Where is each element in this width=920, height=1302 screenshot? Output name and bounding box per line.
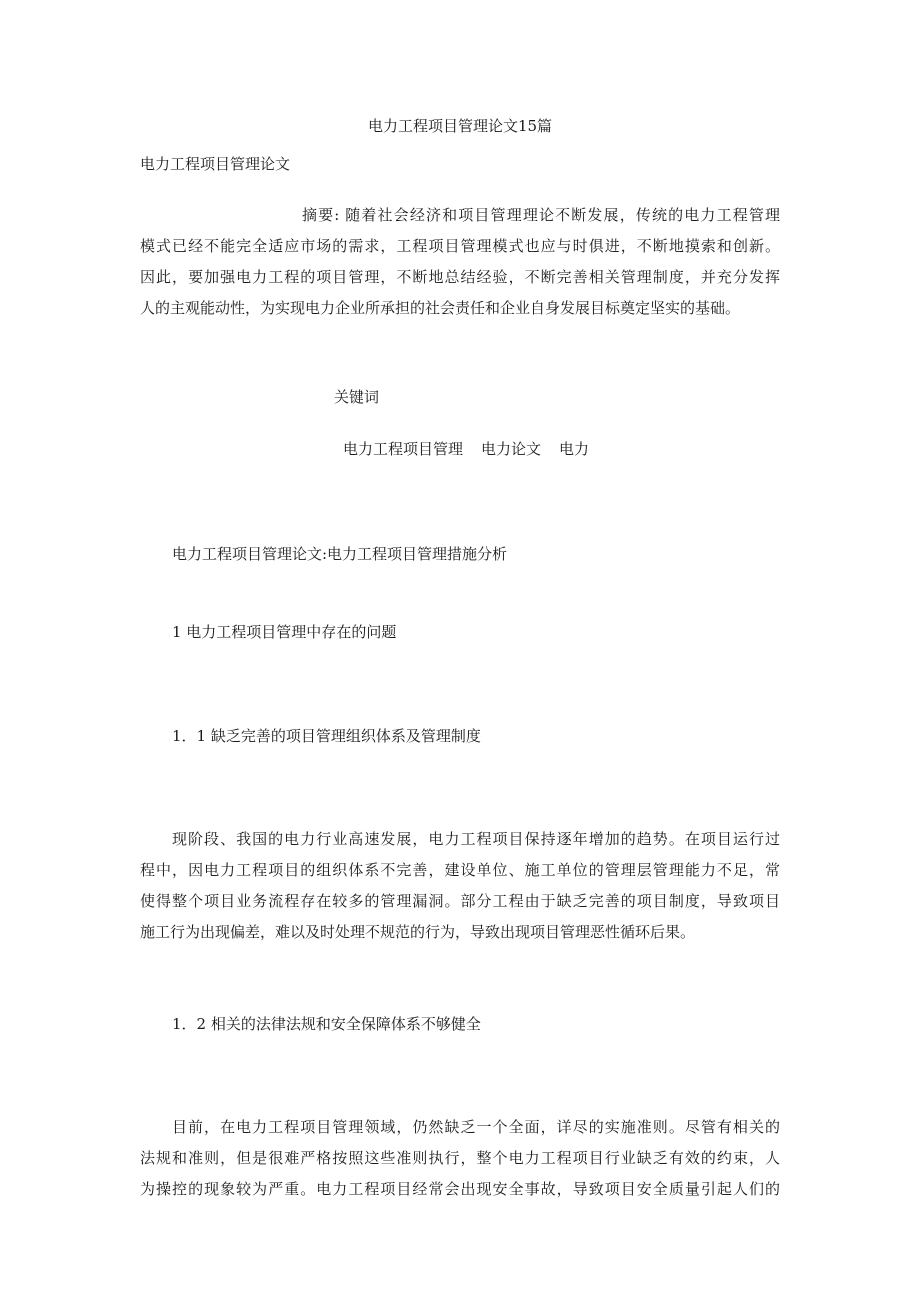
- abstract-line: 模式已经不能完全适应市场的需求，工程项目管理模式也应与时俱进，不断地摸索和创新。: [140, 237, 780, 255]
- keyword: 电力工程项目管理: [343, 440, 464, 458]
- abstract-line: 人的主观能动性，为实现电力企业所承担的社会责任和企业自身发展目标奠定坚实的基础。: [140, 299, 741, 317]
- body-paragraph: [140, 1117, 780, 1210]
- paragraph-line: 使得整个项目业务流程存在较多的管理漏洞。部分工程由于缺乏完善的项目制度，导致项目: [140, 892, 780, 910]
- paragraph-line: 施工行为出现偏差，难以及时处理不规范的行为，导致出现项目管理恶性循环后果。: [140, 923, 696, 941]
- subsection-heading: 1．2 相关的法律法规和安全保障体系不够健全: [172, 1015, 481, 1033]
- article-title: 电力工程项目管理论文:电力工程项目管理措施分析: [172, 545, 508, 563]
- paragraph-line: 现阶段、我国的电力行业高速发展，电力工程项目保持逐年增加的趋势。在项目运行过: [172, 830, 780, 848]
- paragraph-line: 为操控的现象较为严重。电力工程项目经常会出现安全事故，导致项目安全质量引起人们的: [140, 1180, 780, 1198]
- paragraph-line: 法规和准则，但是很难严格按照这些准则执行，整个电力工程项目行业缺乏有效的约束，人: [140, 1149, 780, 1167]
- section-heading: 1 电力工程项目管理中存在的问题: [172, 623, 397, 641]
- keyword: 电力论文: [481, 440, 542, 458]
- abstract-line: 摘要: 随着社会经济和项目管理理论不断发展，传统的电力工程管理: [302, 206, 780, 224]
- keywords-list: [343, 439, 589, 459]
- document-title: 电力工程项目管理论文15篇: [367, 117, 553, 135]
- subsection-heading: 1．1 缺乏完善的项目管理组织体系及管理制度: [172, 727, 481, 745]
- document-subtitle: 电力工程项目管理论文: [140, 155, 291, 173]
- keyword: 电力: [559, 440, 590, 458]
- abstract-paragraph: [140, 205, 780, 329]
- body-paragraph: [140, 829, 780, 953]
- paragraph-line: 目前，在电力工程项目管理领域，仍然缺乏一个全面，详尽的实施准则。尽管有相关的: [172, 1118, 780, 1136]
- paragraph-line: 程中，因电力工程项目的组织体系不完善，建设单位、施工单位的管理层管理能力不足，常: [140, 861, 780, 879]
- keywords-label: 关键词: [334, 388, 380, 406]
- abstract-line: 因此，要加强电力工程的项目管理，不断地总结经验，不断完善相关管理制度，并充分发挥: [140, 268, 780, 286]
